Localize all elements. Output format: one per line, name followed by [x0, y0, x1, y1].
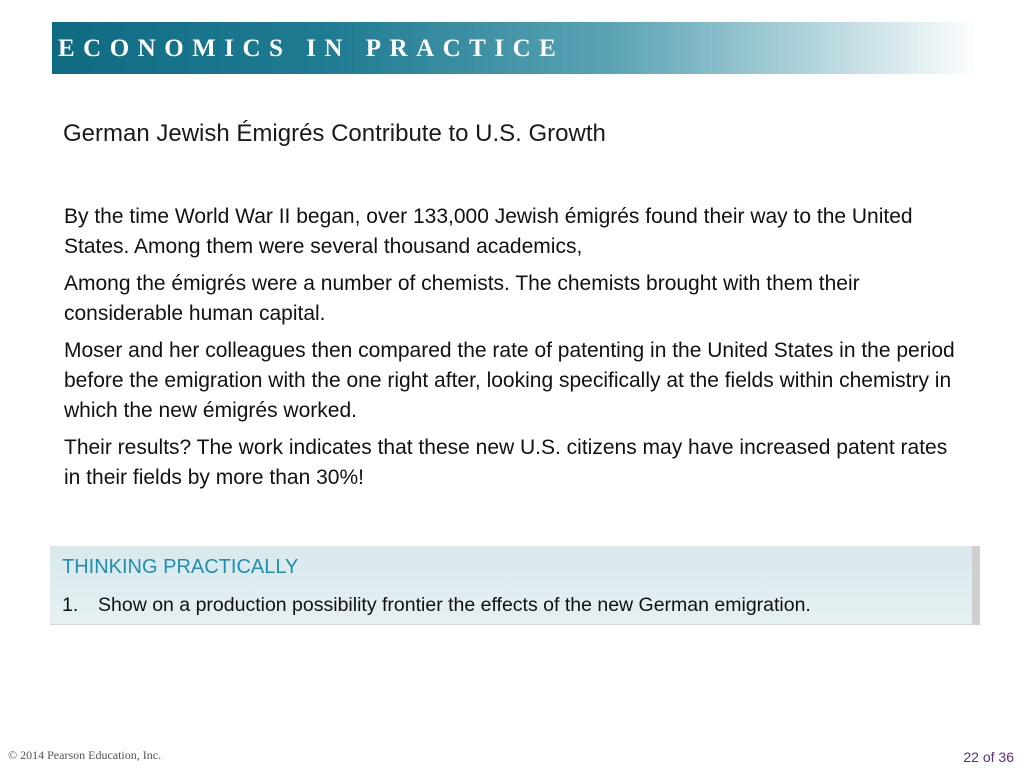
slide-subtitle: German Jewish Émigrés Contribute to U.S. Growth	[63, 120, 606, 147]
banner-title: ECONOMICS IN PRACTICE	[58, 35, 565, 62]
thinking-practically-heading: THINKING PRACTICALLY	[62, 556, 299, 578]
paragraph: Among the émigrés were a number of chemists. The chemists brought with them their considerable human capital.	[64, 272, 860, 325]
paragraph: Moser and her colleagues then compared the rate of patenting in the United States in the period before the emigration with the one right after, looking specifically at the fields within chemistry in which the new émigrés worked.	[64, 339, 955, 422]
paragraph: By the time World War II began, over 133,000 Jewish émigrés found their way to the United States. Among them were several thousand academics,	[64, 205, 913, 258]
item-number: 1.	[62, 594, 79, 616]
copyright-notice: © 2014 Pearson Education, Inc.	[8, 748, 162, 762]
page-number: 22 of 36	[963, 749, 1014, 765]
body-text	[64, 202, 964, 500]
thinking-practically-box	[50, 546, 980, 625]
item-text: Show on a production possibility frontier the effects of the new German emigration.	[98, 594, 811, 616]
thinking-practically-item	[62, 594, 811, 617]
paragraph: Their results? The work indicates that these new U.S. citizens may have increased patent rates in their fields by more than 30%!	[64, 436, 948, 489]
title-banner	[52, 22, 980, 74]
